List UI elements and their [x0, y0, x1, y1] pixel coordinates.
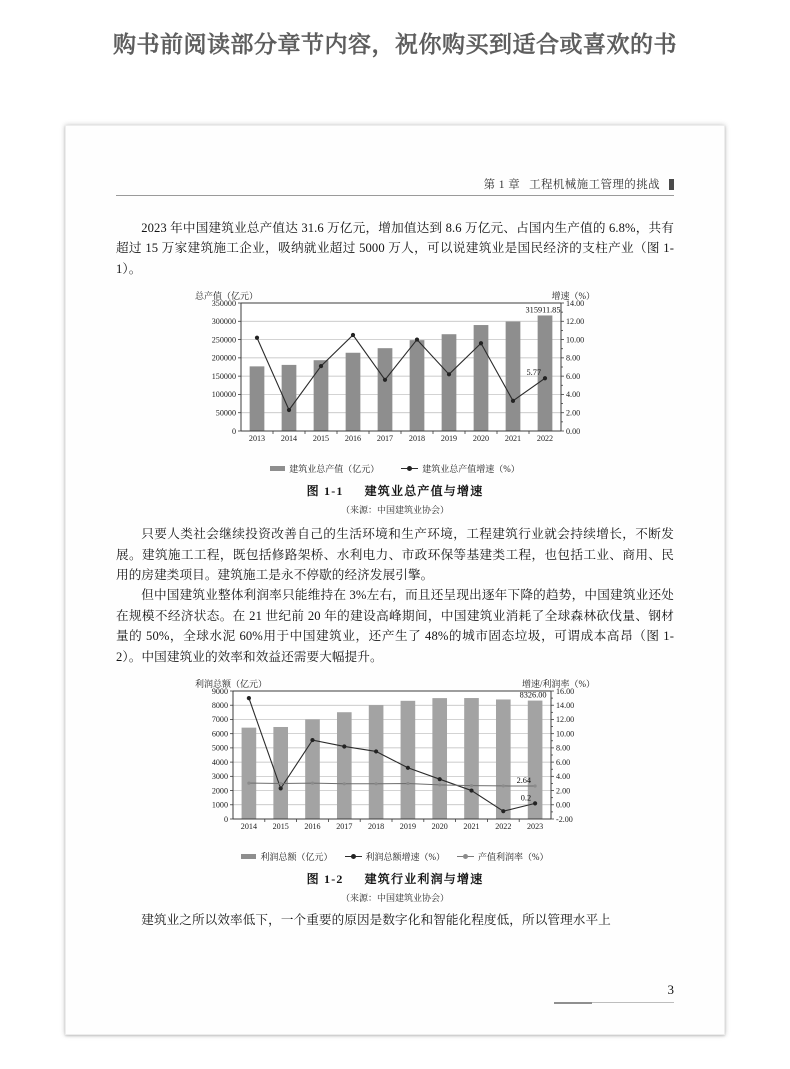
svg-text:2017: 2017	[376, 434, 394, 444]
chart1-svg	[195, 289, 595, 459]
figure2-caption	[116, 870, 674, 887]
svg-text:2018: 2018	[368, 821, 385, 831]
svg-text:0.00: 0.00	[566, 426, 581, 436]
svg-text:7000: 7000	[211, 715, 228, 725]
svg-text:1000: 1000	[211, 800, 228, 810]
line-marker-grey-icon	[457, 853, 474, 860]
line-marker-icon	[401, 465, 418, 472]
document-page	[65, 125, 725, 1035]
svg-text:300000: 300000	[211, 317, 236, 327]
svg-text:2022: 2022	[536, 434, 554, 444]
figure1-caption-text: 建筑业总产值与增速	[364, 484, 484, 499]
figure2-caption-text: 建筑行业利润与增速	[364, 871, 484, 886]
svg-text:2022: 2022	[495, 821, 512, 831]
running-head-rule	[116, 195, 674, 196]
svg-text:5.77: 5.77	[526, 368, 541, 378]
chart2-legend-label-0: 利润总额（亿元）	[260, 851, 333, 862]
svg-text:350000: 350000	[211, 298, 236, 308]
svg-text:2018: 2018	[408, 434, 426, 444]
svg-text:0.00: 0.00	[556, 800, 571, 810]
svg-text:14.00: 14.00	[556, 700, 575, 710]
line-marker-icon	[345, 853, 362, 860]
svg-text:8.00: 8.00	[566, 353, 581, 363]
figure1-caption-no: 图 1-1	[306, 484, 344, 499]
svg-text:2021: 2021	[463, 821, 480, 831]
top-banner	[0, 0, 790, 59]
chart1-left-axis-title: 总产值（亿元）	[195, 291, 259, 302]
svg-text:2015: 2015	[312, 434, 330, 444]
svg-text:2014: 2014	[280, 434, 298, 444]
svg-text:14.00: 14.00	[566, 298, 585, 308]
svg-text:12.00: 12.00	[566, 317, 585, 327]
svg-text:4000: 4000	[211, 757, 228, 767]
chart1-legend-label-0: 建筑业总产值（亿元）	[289, 464, 380, 475]
paragraph-4: 建筑业之所以效率低下，一个重要的原因是数字化和智能化程度低，所以管理水平上	[141, 912, 611, 927]
chart2-legend	[116, 850, 674, 863]
banner-text: 购书前阅读部分章节内容，祝你购买到适合或喜欢的书	[113, 31, 677, 57]
svg-text:315911.85: 315911.85	[525, 305, 561, 315]
svg-text:5000: 5000	[211, 743, 228, 753]
svg-text:200000: 200000	[211, 353, 236, 363]
chart-1-1	[195, 289, 595, 459]
svg-text:2020: 2020	[472, 434, 490, 444]
running-head-chapter: 第 1 章	[483, 179, 521, 191]
chart-1-2	[195, 677, 595, 847]
chart2-legend-item-2	[457, 850, 549, 863]
running-head-title: 工程机械施工管理的挑战	[529, 179, 660, 191]
chart2-legend-item-0	[241, 850, 332, 863]
svg-text:2017: 2017	[336, 821, 353, 831]
svg-text:0: 0	[231, 426, 236, 436]
bar-swatch-icon	[241, 854, 256, 859]
chart2-svg	[195, 677, 595, 847]
svg-text:0: 0	[223, 814, 228, 824]
running-head-marker-icon	[669, 179, 674, 190]
svg-text:3000: 3000	[211, 772, 228, 782]
svg-text:8.00: 8.00	[556, 743, 571, 753]
svg-text:2023: 2023	[527, 821, 544, 831]
running-head	[116, 176, 674, 192]
svg-text:2019: 2019	[399, 821, 416, 831]
figure-1-2	[116, 677, 674, 904]
figure2-source: （来源：中国建筑业协会）	[340, 892, 449, 903]
chart1-legend-item-0	[270, 462, 379, 475]
svg-text:2.00: 2.00	[566, 408, 581, 418]
paragraph-3: 但中国建筑业整体利润率只能维持在 3%左右，而且还呈现出逐年下降的趋势，中国建筑业还处在规模不经济状态。在 21 世纪前 20 年的建设高峰期间，中国建筑业消耗了全球森林砍伐量、钢材量的 50%，全球水泥 60%用于中国建筑业，还产生了 48%的城市固态垃圾，可谓成本高昂（图 1-2）。中国建筑业的效率和效益还需要大幅提升。	[116, 588, 674, 664]
svg-text:150000: 150000	[211, 372, 236, 382]
svg-text:2019: 2019	[440, 434, 458, 444]
chart2-legend-label-2: 产值利润率（%）	[478, 851, 549, 862]
svg-text:2014: 2014	[240, 821, 257, 831]
svg-text:-2.00: -2.00	[556, 814, 573, 824]
page-number-block	[554, 981, 674, 1004]
svg-text:100000: 100000	[211, 390, 236, 400]
svg-text:2.00: 2.00	[556, 786, 571, 796]
figure1-caption	[116, 482, 674, 499]
svg-text:10.00: 10.00	[556, 729, 575, 739]
svg-text:4.00: 4.00	[556, 772, 571, 782]
chart1-legend	[116, 462, 674, 475]
chart1-legend-label-1: 建筑业总产值增速（%）	[422, 464, 520, 475]
svg-text:12.00: 12.00	[556, 715, 575, 725]
svg-text:16.00: 16.00	[556, 686, 575, 696]
svg-text:6000: 6000	[211, 729, 228, 739]
chart1-legend-item-1	[401, 462, 520, 475]
paragraph-1: 2023 年中国建筑业总产值达 31.6 万亿元，增加值达到 8.6 万亿元、占国内生产值的 6.8%，共有超过 15 万家建筑施工企业，吸纳就业超过 5000 万人，可以说建筑业是国民经济的支柱产业（图 1-1）。	[116, 221, 674, 276]
svg-text:4.00: 4.00	[566, 390, 581, 400]
chart2-legend-item-1	[345, 850, 446, 863]
svg-text:2016: 2016	[344, 434, 362, 444]
svg-text:10.00: 10.00	[566, 335, 585, 345]
chart2-right-axis-title: 增速/利润率（%）	[522, 678, 595, 689]
svg-text:2000: 2000	[211, 786, 228, 796]
svg-text:2013: 2013	[248, 434, 266, 444]
svg-text:2.64: 2.64	[516, 775, 532, 785]
svg-text:6.00: 6.00	[566, 372, 581, 382]
svg-text:8326.00: 8326.00	[519, 690, 547, 700]
paragraph-2: 只要人类社会继续投资改善自己的生活环境和生产环境，工程建筑行业就会持续增长，不断发展。建筑施工工程，既包括修路架桥、水利电力、市政环保等基建类工程，也包括工业、商用、民用的房建类项目。建筑施工是永不停歇的经济发展引擎。	[116, 527, 674, 582]
svg-text:2020: 2020	[431, 821, 448, 831]
bar-swatch-icon	[270, 466, 285, 471]
page-number-rule-accent	[554, 1002, 592, 1004]
svg-text:8000: 8000	[211, 700, 228, 710]
svg-text:50000: 50000	[215, 408, 236, 418]
chart2-legend-label-1: 利润总额增速（%）	[365, 851, 445, 862]
chart2-left-axis-title: 利润总额（亿元）	[195, 678, 268, 689]
svg-text:250000: 250000	[211, 335, 236, 345]
figure1-source: （来源：中国建筑业协会）	[340, 505, 449, 516]
figure-1-1	[116, 289, 674, 516]
svg-text:2016: 2016	[304, 821, 321, 831]
page-number: 3	[667, 982, 674, 997]
svg-text:6.00: 6.00	[556, 757, 571, 767]
figure2-caption-no: 图 1-2	[306, 871, 344, 886]
svg-text:2015: 2015	[272, 821, 289, 831]
svg-text:0.2: 0.2	[520, 793, 532, 803]
svg-text:2021: 2021	[504, 434, 522, 444]
svg-text:9000: 9000	[211, 686, 228, 696]
chart1-right-axis-title: 增速（%）	[551, 291, 595, 302]
